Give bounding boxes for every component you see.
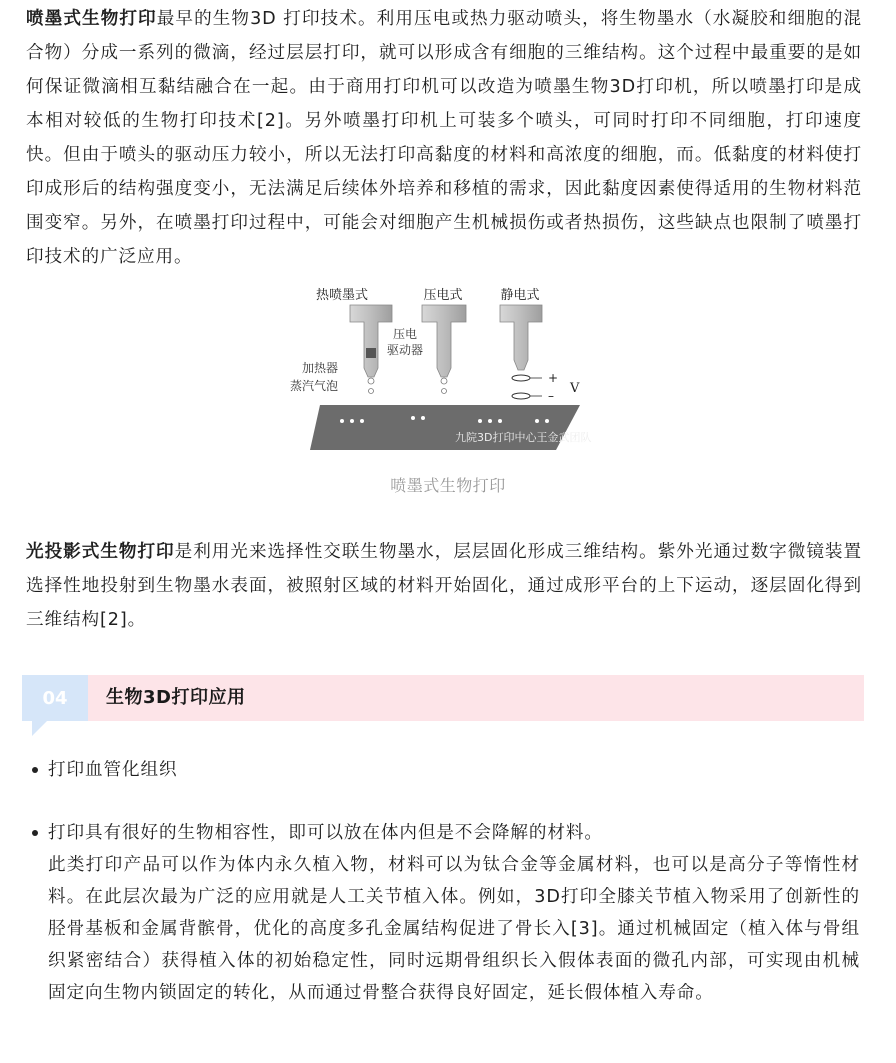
section-title: 生物3D打印应用 bbox=[106, 687, 246, 708]
positive-sign: + bbox=[548, 371, 559, 385]
list-item-biocompatible-materials bbox=[48, 817, 860, 1009]
paragraph-light-projection-text: 是利用光来选择性交联生物墨水，层层固化形成三维结构。紫外光通过数字微镜装置选择性地投射到生物墨水表面，被照射区域的材料开始固化，通过成形平台的上下运动，逐层固化得到三维结构[2]。 bbox=[26, 542, 862, 630]
section-header bbox=[22, 675, 864, 721]
watermark-text: 九院3D打印中心王金武团队 bbox=[455, 431, 592, 444]
label-piezo-driver-line1: 压电 bbox=[393, 327, 418, 341]
list-item-vascularized-tissue: 打印血管化组织 bbox=[48, 760, 178, 780]
paragraph-light-projection bbox=[26, 535, 862, 637]
label-thermal-inkjet: 热喷墨式 bbox=[315, 288, 369, 303]
negative-sign: – bbox=[548, 389, 554, 403]
list-item-detail: 此类打印产品可以作为体内永久植入物，材料可以为钛合金等金属材料，也可以是高分子等惰性材料。在此层次最为广泛的应用就是人工关节植入体。例如，3D打印全膝关节植入物采用了创新性的胫骨基板和金属背髌骨，优化的高度多孔金属结构促进了骨长入[3]。通过机械固定（植入体与骨组织紧密结合）获得植入体的初始稳定性，同时远期骨组织长入假体表面的微孔内部，可实现由机械固定向生物内锁固定的转化，从而通过骨整合获得良好固定，延长假体植入寿命。 bbox=[48, 855, 860, 1003]
label-heater: 加热器 bbox=[302, 361, 339, 375]
piezo-nozzle-icon bbox=[422, 305, 466, 394]
label-piezoelectric: 压电式 bbox=[423, 288, 463, 303]
label-piezo-driver-line2: 驱动器 bbox=[387, 343, 424, 357]
label-electrostatic: 静电式 bbox=[500, 288, 540, 303]
label-vapor-bubble: 蒸汽气泡 bbox=[290, 379, 339, 393]
list-item-lead: 打印具有很好的生物相容性，即可以放在体内但是不会降解的材料。 bbox=[48, 823, 603, 843]
paragraph-inkjet-text: 最早的生物3D 打印技术。利用压电或热力驱动喷头，将生物墨水（水凝胶和细胞的混合物）分成一系列的微滴，经过层层打印，就可以形成含有细胞的三维结构。这个过程中最重要的是如何保证微滴相互黏结融合在一起。由于商用打印机可以改造为喷墨生物3D打印机，所以喷墨打印是成本相对较低的生物打印技术[2]。另外喷墨打印机上可装多个喷头，可同时打印不同细胞，打印速度快。但由于喷头的驱动压力较小，所以无法打印高黏度的材料和高浓度的细胞，而。低黏度的材料使打印成形后的结构强度变小，无法满足后续体外培养和移植的需求，因此黏度因素使得适用的生物材料范围变窄。另外，在喷墨打印过程中，可能会对细胞产生机械损伤或者热损伤，这些缺点也限制了喷墨打印技术的广泛应用。 bbox=[26, 9, 862, 267]
term-light-projection-bioprinting: 光投影式生物打印 bbox=[26, 542, 175, 562]
section-number: 04 bbox=[22, 675, 88, 721]
inkjet-diagram bbox=[280, 280, 620, 455]
section-header-tab bbox=[32, 721, 47, 736]
term-inkjet-bioprinting: 喷墨式生物打印 bbox=[26, 9, 157, 29]
electrostatic-nozzle-icon bbox=[500, 305, 542, 399]
figure-caption: 喷墨式生物打印 bbox=[390, 476, 506, 495]
bullet-icon bbox=[32, 767, 38, 773]
voltage-label: V bbox=[570, 381, 580, 396]
bullet-icon bbox=[32, 830, 38, 836]
paragraph-inkjet bbox=[26, 2, 862, 274]
thermal-nozzle-icon bbox=[350, 305, 392, 394]
